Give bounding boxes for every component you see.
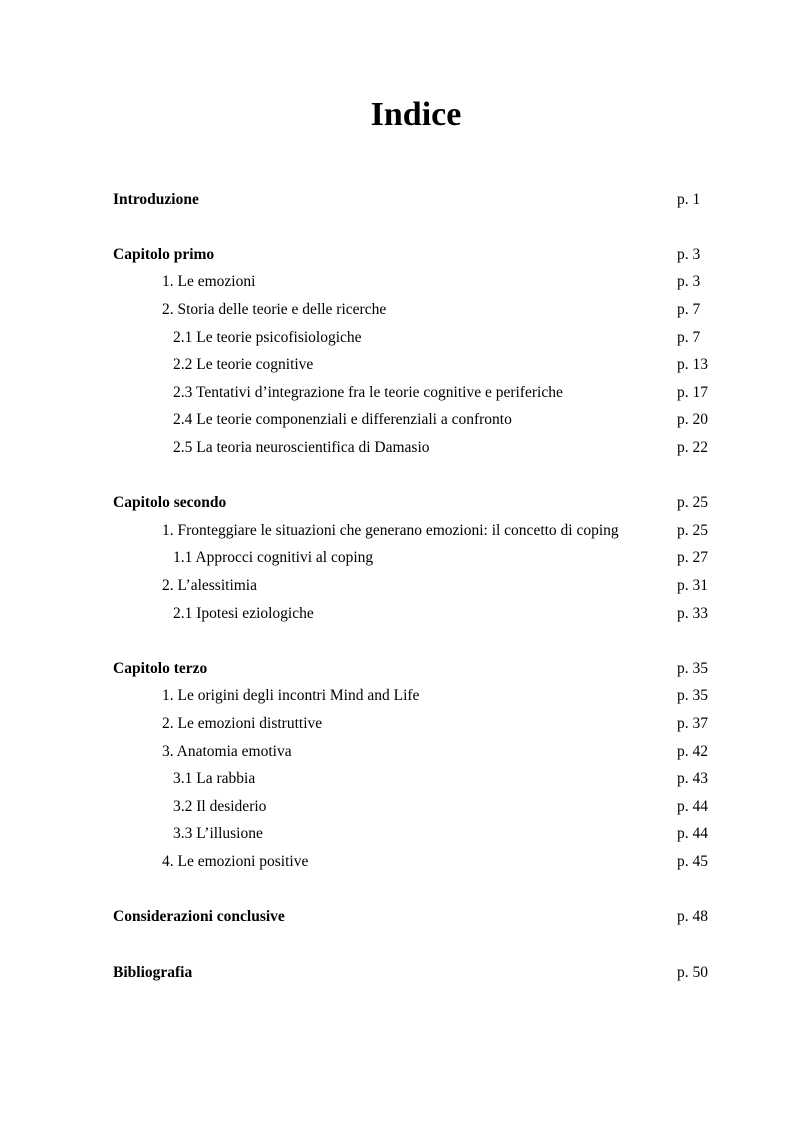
toc-entry-label: 2.4 Le teorie componenziali e differenziali a confronto xyxy=(173,411,512,428)
toc-entry-label: Capitolo terzo xyxy=(113,660,208,677)
toc-entry xyxy=(0,602,794,626)
toc-entry-label: Bibliografia xyxy=(113,964,193,981)
toc-entry xyxy=(0,850,794,874)
toc-entry-page-number: p. 25 xyxy=(677,522,708,539)
toc-entry-page-number: p. 3 xyxy=(677,246,701,263)
toc-entry-label: 3. Anatomia emotiva xyxy=(162,743,292,760)
toc-entry xyxy=(0,270,794,294)
toc-entry-page-number: p. 42 xyxy=(677,743,708,760)
toc-entry-label: 2.1 Le teorie psicofisiologiche xyxy=(173,329,362,346)
toc-entry-label: 3.3 L’illusione xyxy=(173,825,263,842)
toc-entry xyxy=(0,408,794,432)
toc-entry-page-number: p. 48 xyxy=(677,908,708,925)
toc-entry-page-number: p. 25 xyxy=(677,494,708,511)
toc-entry-page-number: p. 44 xyxy=(677,798,708,815)
toc-entry-page-number: p. 3 xyxy=(677,273,701,290)
toc-entry-page-number: p. 35 xyxy=(677,660,708,677)
toc-entry xyxy=(0,546,794,570)
toc-entry xyxy=(0,353,794,377)
toc-entry-page-number: p. 13 xyxy=(677,356,708,373)
toc-entry-page-number: p. 35 xyxy=(677,687,708,704)
toc-entry-label: 1.1 Approcci cognitivi al coping xyxy=(173,549,374,566)
toc-entry-label: 1. Le origini degli incontri Mind and Life xyxy=(162,687,420,704)
toc-entry-page-number: p. 1 xyxy=(677,191,701,208)
toc-entry-label: 4. Le emozioni positive xyxy=(162,853,309,870)
toc-entry-page-number: p. 33 xyxy=(677,605,708,622)
toc-entry-page-number: p. 44 xyxy=(677,825,708,842)
toc-entry-page-number: p. 50 xyxy=(677,964,708,981)
toc-entry xyxy=(0,298,794,322)
toc-entry xyxy=(0,657,794,681)
toc-entry-page-number: p. 20 xyxy=(677,411,708,428)
toc-entry xyxy=(0,712,794,736)
toc-entry xyxy=(0,905,794,929)
toc-entry-label: Capitolo secondo xyxy=(113,494,227,511)
toc-entry xyxy=(0,822,794,846)
toc-entry-label: 2.2 Le teorie cognitive xyxy=(173,356,314,373)
toc-entry-label: Introduzione xyxy=(113,191,199,208)
toc-entry xyxy=(0,188,794,212)
toc-entry-label: 1. Le emozioni xyxy=(162,273,256,290)
toc-entry xyxy=(0,381,794,405)
toc-entry-label: Capitolo primo xyxy=(113,246,215,263)
toc-entry-page-number: p. 7 xyxy=(677,329,701,346)
toc-entry xyxy=(0,684,794,708)
toc-entry-page-number: p. 43 xyxy=(677,770,708,787)
toc-entry-page-number: p. 7 xyxy=(677,301,701,318)
toc-entry xyxy=(0,436,794,460)
toc-entry-label: 2. L’alessitimia xyxy=(162,577,257,594)
toc-entry xyxy=(0,795,794,819)
toc-entry xyxy=(0,519,794,543)
toc-entry-label: 2. Le emozioni distruttive xyxy=(162,715,323,732)
toc-entry-label: 2.5 La teoria neuroscientifica di Damasio xyxy=(173,439,430,456)
toc-entry-label: 1. Fronteggiare le situazioni che generano emozioni: il concetto di coping xyxy=(162,522,619,539)
toc-entry-label: 3.1 La rabbia xyxy=(173,770,256,787)
toc-entry-label: 2. Storia delle teorie e delle ricerche xyxy=(162,301,387,318)
toc-entry xyxy=(0,243,794,267)
toc-entry-page-number: p. 27 xyxy=(677,549,708,566)
toc-entry xyxy=(0,574,794,598)
toc-entry xyxy=(0,961,794,985)
toc-entry-label: Considerazioni conclusive xyxy=(113,908,285,925)
toc-entry-label: 3.2 Il desiderio xyxy=(173,798,267,815)
page-title: Indice xyxy=(370,96,462,133)
toc-entry-page-number: p. 31 xyxy=(677,577,708,594)
toc-entry-page-number: p. 22 xyxy=(677,439,708,456)
toc-entry xyxy=(0,491,794,515)
toc-entry xyxy=(0,767,794,791)
toc-entry-page-number: p. 45 xyxy=(677,853,708,870)
toc-entry-label: 2.1 Ipotesi eziologiche xyxy=(173,605,314,622)
toc-entry xyxy=(0,740,794,764)
toc-entry-label: 2.3 Tentativi d’integrazione fra le teorie cognitive e periferiche xyxy=(173,384,563,401)
toc-entry-page-number: p. 17 xyxy=(677,384,708,401)
toc-entry-page-number: p. 37 xyxy=(677,715,708,732)
toc-entry xyxy=(0,326,794,350)
